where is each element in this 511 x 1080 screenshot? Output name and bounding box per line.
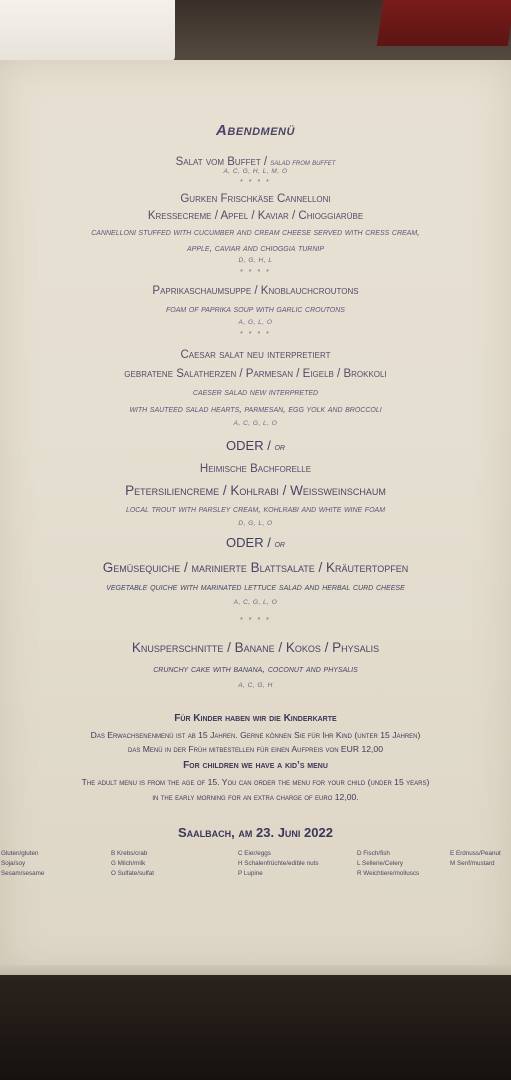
legend-item: Soja/soy xyxy=(1,860,26,867)
allergen-codes: A, C, G, H xyxy=(238,682,273,689)
legend-item: E Erdnuss/Peanut xyxy=(450,850,501,857)
course-trout-sub: Petersiliencreme / Kohlrabi / Weißweinschaum xyxy=(125,483,386,498)
kids-text-de-1: Das Erwachsenenmenü ist ab 15 Jahren. Gerne können Sie für Ihr Kind (unter 15 Jahren) xyxy=(90,730,421,740)
legend-item: O Sulfate/sulfat xyxy=(111,870,155,877)
course-cannelloni-en-2: apple, caviar and chioggia turnip xyxy=(187,243,324,253)
course-salad-de: Salat vom Buffet / xyxy=(175,156,271,168)
course-salad-en: salad from buffet xyxy=(270,158,336,167)
oder-label: ODER / xyxy=(226,535,275,550)
course-caesar-en-1: caeser salad new interpreted xyxy=(192,387,319,397)
kids-heading-de: Für Kinder haben wir die Kinderkarte xyxy=(174,713,337,724)
course-trout-title: Heimische Bachforelle xyxy=(199,463,312,475)
course-dessert-en: crunchy cake with banana, coconut and physalis xyxy=(153,664,358,675)
allergen-codes: A, C, G, L, O xyxy=(233,420,278,427)
allergen-legend xyxy=(0,850,511,890)
napkin xyxy=(0,0,175,62)
course-soup-de: Paprikaschaumsuppe / Knoblauchcroutons xyxy=(152,285,359,297)
menu-title: Abendmenü xyxy=(216,122,295,139)
legend-item: Gluten/gluten xyxy=(1,850,39,857)
oder-label: ODER / xyxy=(226,438,275,453)
course-dessert-de: Knusperschnitte / Banane / Kokos / Physalis xyxy=(131,640,380,655)
kids-text-en-1: The adult menu is from the age of 15. You can order the menu for your child (under 15 years) xyxy=(81,777,430,787)
course-caesar-sub: gebratene Salatherzen / Parmesan / Eigelb / Brokkoli xyxy=(124,368,387,380)
legend-item: B Krebs/crab xyxy=(111,850,148,857)
legend-item: C Eier/eggs xyxy=(238,850,271,857)
kids-text-de-2: das Menü in der Früh mitbestellen für einen Aufpreis von EUR 12,00 xyxy=(128,744,383,754)
legend-item: G Milch/milk xyxy=(111,860,146,867)
menu-date: Saalbach, am 23. Juni 2022 xyxy=(178,825,333,840)
separator: * * * * xyxy=(240,179,271,186)
course-cannelloni-en-1: cannelloni stuffed with cucumber and cream cheese served with cress cream, xyxy=(91,227,420,237)
kids-heading-en: For children we have a kid’s menu xyxy=(183,760,328,771)
separator: * * * * xyxy=(240,331,271,338)
menu-card xyxy=(0,60,511,975)
separator: * * * * xyxy=(240,617,271,624)
legend-item: P Lupine xyxy=(238,870,263,877)
course-quiche-en: vegetable quiche with marinated lettuce salad and herbal curd cheese xyxy=(106,582,405,593)
course-cannelloni-title: Gurken Frischkäse Cannelloni xyxy=(180,193,331,205)
allergen-codes: D, G, L, O xyxy=(238,520,273,527)
course-trout-en: local trout with parsley cream, kohlrabi and white wine foam xyxy=(125,504,386,514)
kids-text-en-2: in the early morning for an extra charge of euro 12,00. xyxy=(152,792,359,802)
oder-divider xyxy=(0,438,511,453)
allergen-codes: A, C, G, L, O xyxy=(233,599,278,606)
course-soup-en: foam of paprika soup with garlic croutons xyxy=(166,304,345,314)
legend-item: L Sellerie/Celery xyxy=(357,860,403,867)
legend-item: D Fisch/fish xyxy=(357,850,390,857)
allergen-codes: A, C, G, H, L, M, O xyxy=(223,168,288,175)
course-quiche-de: Gemüsequiche / marinierte Blattsalate / Kräutertopfen xyxy=(102,560,409,575)
oder-divider xyxy=(0,535,511,550)
course-caesar-title: Caesar salat neu interpretiert xyxy=(180,349,331,361)
legend-item: Sesam/sesame xyxy=(1,870,45,877)
red-folder xyxy=(377,0,511,46)
allergen-codes: D, G, H, L xyxy=(238,257,273,264)
course-caesar-en-2: with sauteed salad hearts, parmesan, egg yolk and broccoli xyxy=(129,404,382,414)
or-label: or xyxy=(274,539,285,550)
table-background-bottom xyxy=(0,975,511,1080)
card-edge xyxy=(0,965,511,975)
legend-item: M Senf/mustard xyxy=(450,860,495,867)
allergen-codes: A, G, L, O xyxy=(238,319,273,326)
course-cannelloni-sub: Kressecreme / Apfel / Kaviar / Chioggiarübe xyxy=(147,210,364,222)
legend-item: R Weichtiere/molluscs xyxy=(357,870,420,877)
or-label: or xyxy=(274,442,285,453)
legend-item: H Schalenfrüchte/edible nuts xyxy=(238,860,319,867)
separator: * * * * xyxy=(240,269,271,276)
